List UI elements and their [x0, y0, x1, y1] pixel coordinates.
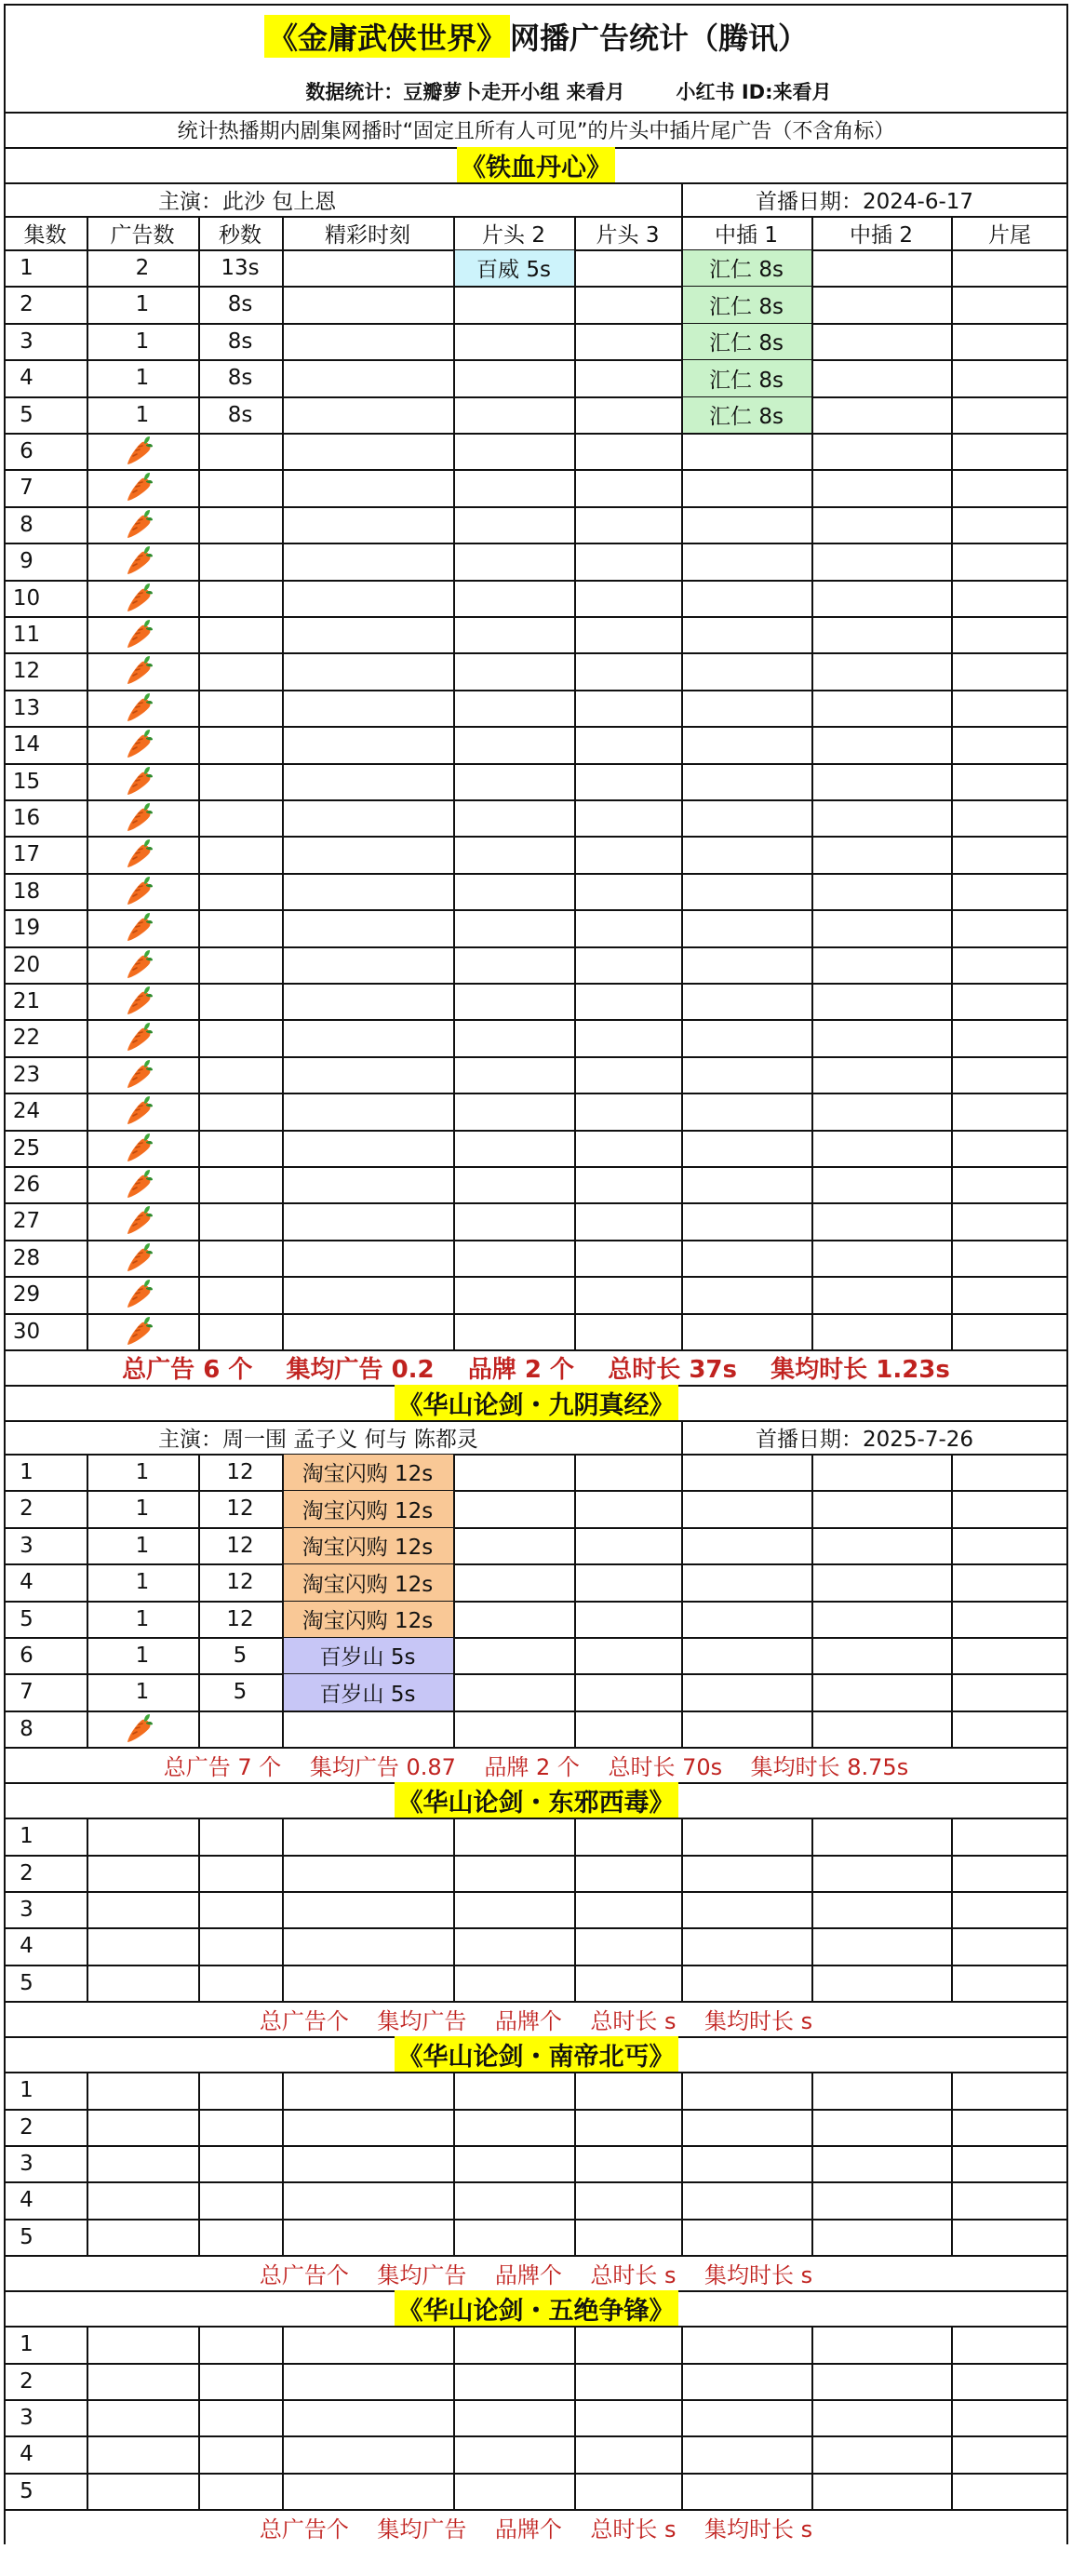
grid-line — [4, 1385, 6, 1782]
episode-number: 11 — [12, 622, 41, 647]
carrot-icon — [125, 1279, 153, 1310]
grid-line — [4, 2290, 6, 2544]
ad-brand: 淘宝闪购 12s — [302, 1498, 434, 1523]
grid-line — [4, 1093, 1068, 1094]
episode-number: 5 — [20, 2224, 34, 2249]
grid-line — [4, 763, 1068, 765]
grid-line — [4, 1240, 1068, 1241]
carrot-icon — [125, 1133, 153, 1164]
carrot-icon — [125, 692, 153, 724]
ad-brand: 汇仁 8s — [709, 368, 784, 393]
ad-count: 1 — [135, 1680, 150, 1704]
ad-brand: 汇仁 8s — [709, 405, 784, 429]
grid-line — [4, 4, 1068, 6]
grid-line — [198, 1454, 200, 1747]
carrot-icon — [125, 472, 153, 503]
grid-line — [453, 216, 455, 249]
grid-line — [681, 2072, 683, 2255]
episode-number: 9 — [20, 549, 34, 573]
carrot-icon — [125, 1205, 153, 1237]
episode-number: 4 — [20, 1570, 34, 1594]
grid-line — [811, 1454, 813, 1747]
grid-line — [681, 182, 683, 216]
episode-number: 25 — [12, 1135, 41, 1161]
carrot-icon — [125, 619, 153, 651]
grid-line — [87, 2072, 88, 2255]
column-header: 片尾 — [988, 222, 1031, 248]
episode-number: 29 — [12, 1282, 41, 1307]
grid-line — [4, 1056, 1068, 1058]
carrot-icon — [125, 986, 153, 1017]
credits-xhs: 小红书 ID:来看月 — [676, 81, 832, 103]
ad-brand: 汇仁 8s — [709, 294, 784, 319]
column-header: 广告数 — [110, 222, 175, 248]
episode-number: 2 — [20, 2114, 34, 2140]
grid-line — [4, 946, 1068, 948]
episode-number: 3 — [20, 329, 34, 354]
ad-seconds: 13s — [221, 255, 260, 280]
grid-line — [681, 1454, 683, 1747]
grid-line — [4, 799, 1068, 801]
grid-line — [681, 2326, 683, 2509]
grid-line — [87, 216, 88, 249]
carrot-icon — [125, 802, 153, 834]
grid-line — [87, 1818, 88, 2001]
episode-number: 28 — [12, 1245, 41, 1270]
grid-line — [811, 216, 813, 249]
show-title-row — [4, 147, 1068, 182]
grid-line — [574, 1454, 576, 1747]
grid-line — [198, 2072, 200, 2255]
episode-number: 4 — [20, 366, 34, 390]
title-rest: 网播广告统计（腾讯） — [510, 20, 809, 56]
grid-line — [453, 2326, 455, 2509]
episode-number: 18 — [12, 879, 41, 904]
summary-row: 总广告 6 个 集均广告 0.2 品牌 2 个 总时长 37s 集均时长 1.23s — [122, 1355, 950, 1384]
ad-count: 1 — [135, 329, 150, 354]
grid-line — [4, 1276, 1068, 1278]
grid-line — [87, 1454, 88, 1747]
grid-line — [811, 2326, 813, 2509]
ad-brand: 淘宝闪购 12s — [302, 1572, 434, 1597]
episode-number: 7 — [20, 476, 34, 500]
carrot-icon — [125, 766, 153, 798]
column-header: 中插 2 — [850, 222, 913, 248]
grid-line — [4, 1782, 6, 2036]
episode-number: 23 — [12, 1062, 41, 1087]
grid-line — [4, 836, 1068, 838]
grid-line — [87, 249, 88, 1349]
ad-brand: 百威 5s — [476, 258, 551, 282]
grid-line — [681, 249, 683, 1349]
episode-number: 8 — [20, 1716, 34, 1741]
ad-count: 1 — [135, 1496, 150, 1521]
show-title: 《华山论剑・五绝争锋》 — [395, 2290, 678, 2326]
premiere-date: 首播日期：2025-7-26 — [756, 1427, 974, 1452]
carrot-icon — [125, 949, 153, 981]
grid-line — [4, 2219, 1068, 2220]
episode-number: 1 — [20, 2332, 34, 2356]
episode-number: 8 — [20, 512, 34, 537]
episode-number: 16 — [12, 805, 41, 830]
grid-line — [4, 1313, 1068, 1315]
ad-seconds: 5 — [233, 1680, 248, 1704]
grid-line — [681, 1818, 683, 2001]
episode-number: 14 — [12, 732, 41, 757]
episode-number: 3 — [20, 2405, 34, 2430]
grid-line — [4, 1130, 1068, 1132]
carrot-icon — [125, 1022, 153, 1053]
grid-line — [951, 1818, 953, 2001]
episode-number: 6 — [20, 438, 34, 463]
grid-line — [4, 873, 1068, 875]
grid-line — [87, 2326, 88, 2509]
show-title-row — [4, 2036, 1068, 2072]
carrot-icon — [125, 1169, 153, 1201]
ad-brand: 淘宝闪购 12s — [302, 1462, 434, 1486]
ad-seconds: 8s — [227, 292, 253, 316]
grid-line — [4, 2326, 1068, 2328]
show-title-row — [4, 2290, 1068, 2326]
episode-number: 10 — [12, 585, 41, 610]
column-header: 片头 3 — [596, 222, 660, 248]
ad-count: 1 — [135, 1643, 150, 1668]
carrot-icon — [125, 436, 153, 467]
episode-number: 27 — [12, 1209, 41, 1233]
grid-line — [4, 543, 1068, 544]
grid-line — [4, 1166, 1068, 1168]
episode-number: 13 — [12, 695, 41, 720]
grid-line — [4, 2435, 1068, 2437]
ad-brand: 淘宝闪购 12s — [302, 1536, 434, 1560]
ad-seconds: 12 — [226, 1570, 254, 1594]
grid-line — [453, 1454, 455, 1747]
grid-line — [951, 1454, 953, 1747]
grid-line — [1066, 1782, 1068, 2036]
grid-line — [4, 1891, 1068, 1893]
carrot-icon — [125, 729, 153, 760]
grid-line — [574, 249, 576, 1349]
episode-number: 5 — [20, 1970, 34, 1995]
grid-line — [4, 1202, 1068, 1204]
grid-line — [453, 2072, 455, 2255]
summary-row: 总广告个 集均广告 品牌个 总时长 s 集均时长 s — [259, 2261, 813, 2288]
grid-line — [282, 2326, 284, 2509]
episode-number: 1 — [20, 1459, 34, 1484]
episode-number: 5 — [20, 2478, 34, 2503]
grid-line — [1066, 2036, 1068, 2290]
grid-line — [4, 909, 1068, 911]
grid-line — [4, 2399, 1068, 2401]
grid-line — [1066, 1385, 1068, 1782]
column-header: 中插 1 — [715, 222, 778, 248]
description: 统计热播期内剧集网播时“固定且所有人可见”的片头中插片尾广告（不含角标） — [177, 119, 895, 143]
column-header: 精彩时刻 — [325, 222, 410, 248]
carrot-icon — [125, 912, 153, 944]
episode-number: 17 — [12, 842, 41, 866]
ad-brand: 汇仁 8s — [709, 258, 784, 282]
credits-stats: 数据统计：豆瓣萝卜走开小组 来看月 — [305, 81, 625, 103]
episode-number: 1 — [20, 255, 34, 280]
episode-number: 4 — [20, 2442, 34, 2466]
grid-line — [4, 2363, 1068, 2365]
summary-row: 总广告个 集均广告 品牌个 总时长 s 集均时长 s — [259, 2516, 813, 2542]
ad-count: 1 — [135, 1459, 150, 1484]
episode-number: 5 — [20, 1606, 34, 1631]
episode-number: 24 — [12, 1099, 41, 1123]
episode-number: 30 — [12, 1319, 41, 1344]
ad-seconds: 5 — [233, 1643, 248, 1668]
grid-line — [4, 112, 1068, 114]
ad-count: 1 — [135, 1533, 150, 1558]
carrot-icon — [125, 655, 153, 687]
episode-number: 3 — [20, 1533, 34, 1558]
ad-count: 1 — [135, 292, 150, 316]
carrot-icon — [125, 545, 153, 577]
episode-number: 5 — [20, 402, 34, 427]
ad-seconds: 8s — [227, 366, 253, 390]
grid-line — [681, 216, 683, 249]
ad-seconds: 12 — [226, 1496, 254, 1521]
grid-line — [198, 216, 200, 249]
grid-line — [4, 616, 1068, 618]
episode-number: 15 — [12, 769, 41, 794]
episode-number: 4 — [20, 2188, 34, 2212]
episode-number: 19 — [12, 916, 41, 940]
grid-line — [282, 249, 284, 1349]
episode-number: 2 — [20, 1860, 34, 1885]
grid-line — [198, 2326, 200, 2509]
premiere-date: 首播日期：2024-6-17 — [756, 189, 974, 214]
grid-line — [4, 580, 1068, 582]
ad-count: 1 — [135, 402, 150, 427]
grid-line — [951, 216, 953, 249]
grid-line — [453, 1818, 455, 2001]
carrot-icon — [125, 1059, 153, 1091]
episode-number: 2 — [20, 2368, 34, 2394]
show-title: 《华山论剑・九阴真经》 — [395, 1385, 678, 1420]
grid-line — [4, 1965, 1068, 1966]
grid-line — [811, 249, 813, 1349]
episode-number: 2 — [20, 1496, 34, 1521]
page-title — [0, 4, 1072, 69]
grid-line — [1066, 2290, 1068, 2544]
episode-number: 6 — [20, 1643, 34, 1668]
grid-line — [4, 4, 6, 147]
grid-line — [574, 216, 576, 249]
grid-line — [951, 2072, 953, 2255]
grid-line — [4, 2181, 1068, 2183]
cast-label: 主演：周一围 孟子义 何与 陈都灵 — [158, 1427, 478, 1452]
show-title-row — [4, 1385, 1068, 1420]
ad-count: 1 — [135, 366, 150, 390]
grid-line — [4, 1711, 1068, 1712]
grid-line — [4, 506, 1068, 508]
grid-line — [4, 2072, 1068, 2073]
grid-line — [811, 2072, 813, 2255]
carrot-icon — [125, 876, 153, 907]
grid-line — [1066, 147, 1068, 1385]
ad-seconds: 12 — [226, 1533, 254, 1558]
show-title: 《华山论剑・南帝北丐》 — [395, 2036, 678, 2072]
grid-line — [4, 1855, 1068, 1857]
column-header: 集数 — [23, 222, 67, 248]
grid-line — [4, 690, 1068, 691]
ad-brand: 汇仁 8s — [709, 331, 784, 356]
grid-line — [198, 249, 200, 1349]
ad-seconds: 12 — [226, 1459, 254, 1484]
ad-brand: 百岁山 5s — [319, 1682, 416, 1707]
episode-number: 3 — [20, 1897, 34, 1922]
grid-line — [4, 652, 1068, 654]
carrot-icon — [125, 583, 153, 614]
grid-line — [4, 469, 1068, 471]
episode-number: 26 — [12, 1172, 41, 1197]
carrot-icon — [125, 1713, 153, 1745]
grid-line — [4, 433, 1068, 435]
cast-label: 主演：此沙 包上恩 — [158, 189, 337, 214]
grid-line — [282, 216, 284, 249]
ad-count: 2 — [135, 255, 150, 280]
grid-line — [574, 2072, 576, 2255]
grid-line — [282, 2072, 284, 2255]
show-title: 《铁血丹心》 — [457, 147, 615, 182]
grid-line — [4, 2109, 1068, 2111]
grid-line — [4, 1927, 1068, 1929]
ad-brand: 淘宝闪购 12s — [302, 1609, 434, 1633]
grid-line — [4, 2145, 1068, 2147]
show-title: 《华山论剑・东邪西毒》 — [395, 1782, 678, 1818]
episode-number: 4 — [20, 1934, 34, 1958]
grid-line — [4, 2473, 1068, 2475]
ad-brand: 百岁山 5s — [319, 1645, 416, 1670]
grid-line — [951, 249, 953, 1349]
grid-line — [4, 147, 6, 1385]
title-highlight: 《金庸武侠世界》 — [264, 15, 510, 58]
grid-line — [282, 1818, 284, 2001]
grid-line — [811, 1818, 813, 2001]
ad-count: 1 — [135, 1570, 150, 1594]
show-title-row — [4, 1782, 1068, 1818]
grid-line — [1066, 4, 1068, 147]
episode-number: 21 — [12, 988, 41, 1013]
episode-number: 22 — [12, 1026, 41, 1050]
ad-seconds: 8s — [227, 402, 253, 427]
episode-number: 20 — [12, 952, 41, 977]
ad-seconds: 8s — [227, 329, 253, 354]
episode-number: 2 — [20, 292, 34, 316]
episode-number: 7 — [20, 1680, 34, 1704]
carrot-icon — [125, 839, 153, 870]
carrot-icon — [125, 1095, 153, 1127]
grid-line — [4, 2036, 6, 2290]
column-header: 秒数 — [219, 222, 261, 248]
episode-number: 3 — [20, 2151, 34, 2176]
carrot-icon — [125, 1316, 153, 1348]
episode-number: 12 — [12, 659, 41, 683]
grid-line — [282, 1454, 284, 1747]
grid-line — [4, 1818, 1068, 1819]
column-header: 片头 2 — [482, 222, 545, 248]
grid-line — [681, 1420, 683, 1454]
grid-line — [453, 249, 455, 1349]
grid-line — [574, 1818, 576, 2001]
grid-line — [4, 983, 1068, 985]
summary-row: 总广告 7 个 集均广告 0.87 品牌 2 个 总时长 70s 集均时长 8.75s — [163, 1753, 909, 1780]
carrot-icon — [125, 509, 153, 541]
grid-line — [951, 2326, 953, 2509]
carrot-icon — [125, 1242, 153, 1274]
episode-number: 1 — [20, 1824, 34, 1848]
ad-seconds: 12 — [226, 1606, 254, 1631]
grid-line — [4, 726, 1068, 728]
grid-line — [198, 1818, 200, 2001]
grid-line — [4, 1019, 1068, 1021]
episode-number: 1 — [20, 2078, 34, 2102]
grid-line — [574, 2326, 576, 2509]
summary-row: 总广告个 集均广告 品牌个 总时长 s 集均时长 s — [259, 2007, 813, 2034]
ad-count: 1 — [135, 1606, 150, 1631]
